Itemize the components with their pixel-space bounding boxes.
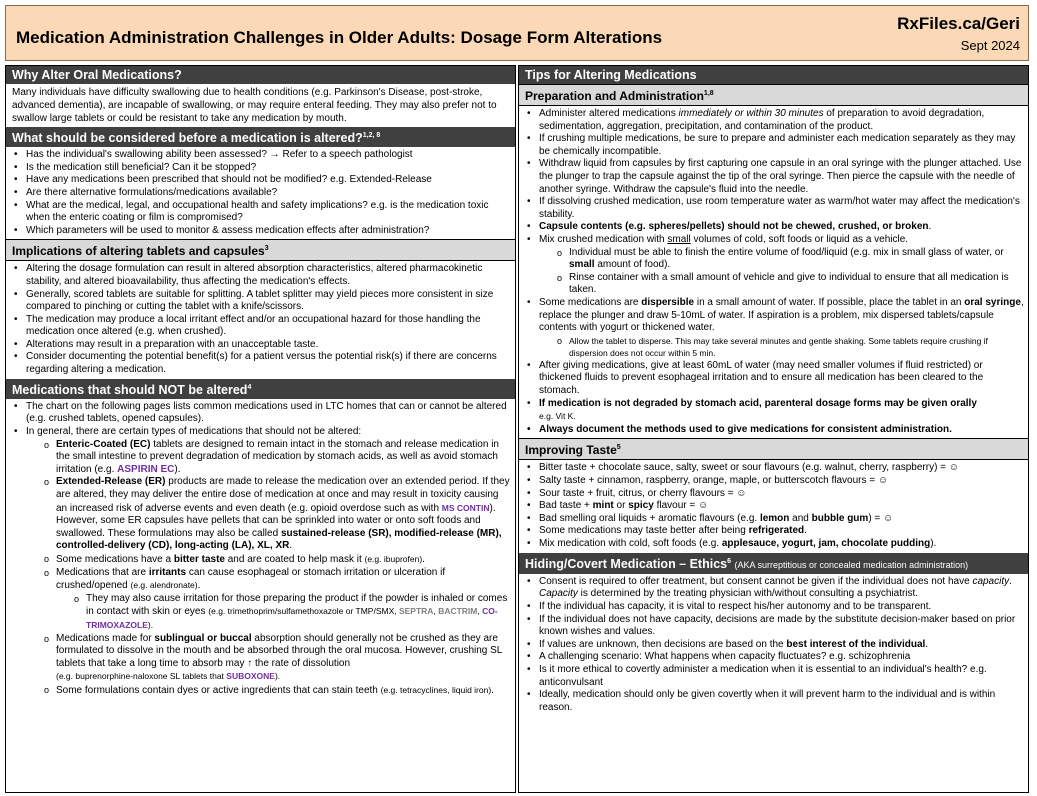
not-altered-list: [6, 399, 515, 700]
list-item: • Capsule contents (e.g. spheres/pellets) should not be chewed, crushed, or broken.: [525, 221, 1024, 234]
section-taste-title: Improving Taste$^5$: [519, 438, 1028, 460]
list-item: • After giving medications, give at least 60mL of water (may need smaller volumes if fluid restricted) or thickened fluids to prevent esophageal irritation and to ensure all medication has been cleared to the stomach.: [525, 360, 1024, 398]
list-item-dyes: o Some formulations contain dyes or active ingredients that can stain teeth (e.g. tetracyclines, liquid iron).: [42, 684, 511, 698]
list-item: o Individual must be able to finish the entire volume of food/liquid (e.g. mix in small glass of water, or small amount of food).: [555, 247, 1024, 272]
list-item: • Has the individual's swallowing ability been assessed? → Refer to a speech pathologist: [12, 149, 511, 162]
section-tips-title: Tips for Altering Medications: [519, 66, 1028, 84]
list-item: • If the individual does not have capacity, decisions are made by the substitute decision-maker based on prior known wishes and values.: [525, 614, 1024, 639]
list-item-preparer-irritation: o They may also cause irritation for those preparing the product if the powder is inhaled or comes in contact with skin or eyes (e.g. trimethoprim/sulfamethoxazole or TMP/SMX, SEPTRA, BACTRIM, CO-TRIMOXAZOLE).: [72, 593, 511, 633]
list-item: • Generally, scored tablets are suitable for splitting. A tablet splitter may yield pieces more consistent in size compared to pinching or cutting the tablet with a knife/scissors.: [12, 289, 511, 314]
section-why-text: Many individuals have difficulty swallowing due to health conditions (e.g. Parkinson's Disease, post-stroke, advanced dementia), are incapable of swallowing, or may require enteral feeding. They may also prefer not to swallow large tablets or could be resistant to take any medication by mouth.: [12, 87, 497, 124]
list-item: • Which parameters will be used to monitor & assess medication effects after administration?: [12, 225, 511, 238]
list-item-irritants: o Medications that are irritants can cause esophageal or stomach irritation or ulceration if crushed/opened (e.g. alendronate). o They may also cause irritation for those preparing the product if the powder is inhaled or comes in contact with skin or eyes (e.g. trimethoprim/sulfamethoxazole or TMP/SMX, SEPTRA, BACTRIM, CO-TRIMOXAZOLE).: [42, 567, 511, 633]
list-item: • The chart on the following pages lists common medications used in LTC homes that can or cannot be altered (e.g. crushed tablets, opened capsules).: [12, 401, 511, 426]
list-item-extended-release: o Extended-Release (ER) products are made to release the medication over an extended period. If they are altered, they may deliver the entire dose of medication at once and may result in toxicity causing an increased risk of adverse events and even death (e.g. opioid overdose such as with MS CONTIN). However, some ER capsules have pellets that can be sprinkled into water or onto soft foods and swallowed. These formulations may also be called sustained-release (SR), modified-release (MR), controlled-delivery (CD), long-acting (LA), XL, XR.: [42, 476, 511, 553]
consider-list: [6, 147, 515, 239]
list-item: • Some medications may taste better after being refrigerated.: [525, 525, 1024, 538]
list-item: • If the individual has capacity, it is vital to respect his/her autonomy and to be transparent.: [525, 601, 1024, 614]
list-item: • Mix medication with cold, soft foods (e.g. applesauce, yogurt, jam, chocolate pudding).: [525, 538, 1024, 551]
list-item: • In general, there are certain types of medications that should not be altered: o Enteric-Coated (EC) tablets are designed to remain intact in the stomach and release medication in the small intestine to prevent degradation of medication by stomach acids, as well as avoid stomach irritation (e.g. ASPIRIN EC). o Extended-Release (ER) products are made to release the medication over an extended period. If they are altered, they may deliver the entire dose of medication at once and may result in toxicity causing an increased risk of adverse events and even death (e.g. opioid overdose such as with MS CONTIN). However, some ER capsules have pellets that can be sprinkled into water or onto soft foods and swallowed. These formulations may also be called sustained-release (SR), modified-release (MR), controlled-delivery (CD), long-acting (LA), XL, XR. o Some medications have a bitter taste and are coated to help mask it (e.g. ibuprofen). o Medications that are irritants can cause esophageal or stomach irritation or ulceration if crushed/opened (e.g. alendronate). o They may also cause irritation for those preparing the product if the powder is inhaled or comes in contact with skin or eyes (e.g. trimethoprim/sulfamethoxazole or TMP/SMX, SEPTRA, BACTRIM, CO-TRIMOXAZOLE). o Medications made for sublingual or buccal absorption should generally not be crushed as they are formulated to dissolve in the mouth and be absorbed through the oral mucosa. However, crushing SL tablets that take a long time to absorb may ↑ the rate of dissolution (e.g. buprenorphine-naloxone SL tablets that SUBOXONE). o Some formulations contain dyes or active ingredients that can stain teeth (e.g. tetracyclines, liquid iron).: [12, 426, 511, 697]
list-item: • Bad taste + mint or spicy flavour = ☺: [525, 500, 1024, 513]
list-item: • Alterations may result in a preparation with an unacceptable taste.: [12, 339, 511, 352]
list-item: • Withdraw liquid from capsules by first capturing one capsule in an oral syringe with the plunger attached. Use the plunger to trap the capsule against the tip of the oral syringe. Then pierce the capsule with the needle of another syringe. Withdraw the capsule's fluid into the needle.: [525, 158, 1024, 196]
list-item: • The medication may produce a local irritant effect and/or an occupational hazard for those handling the medication once altered (e.g. when crushed).: [12, 314, 511, 339]
list-item: • If crushing multiple medications, be sure to prepare and administer each medication separately as they may be chemically incompatible.: [525, 133, 1024, 158]
header-banner: [5, 5, 1029, 61]
page-title: Medication Administration Challenges in Older Adults: Dosage Form Alterations: [16, 28, 663, 47]
list-item-sublingual: o Medications made for sublingual or buccal absorption should generally not be crushed as they are formulated to dissolve in the mouth and be absorbed through the oral mucosa. However, crushing SL tablets that take a long time to absorb may ↑ the rate of dissolution (e.g. buprenorphine-naloxone SL tablets that SUBOXONE).: [42, 633, 511, 684]
hiding-list: [519, 574, 1028, 717]
list-item: • A challenging scenario: What happens when capacity fluctuates? e.g. schizophrenia: [525, 651, 1024, 664]
list-item: • Bitter taste + chocolate sauce, salty, sweet or sour flavours (e.g. walnut, cherry, raspberry) = ☺: [525, 462, 1024, 475]
list-item: • Is it more ethical to covertly administer a medication when it is essential to an individual's health? e.g. anticonvulsant: [525, 664, 1024, 689]
list-item: • Bad smelling oral liquids + aromatic flavours (e.g. lemon and bubble gum) = ☺: [525, 513, 1024, 526]
list-item-enteric-coated: o Enteric-Coated (EC) tablets are designed to remain intact in the stomach and release medication in the small intestine to prevent degradation of medication by stomach acids, as well as avoid stomach irritation (e.g. ASPIRIN EC).: [42, 439, 511, 477]
list-item: • If values are unknown, then decisions are based on the best interest of the individual.: [525, 639, 1024, 652]
list-item: • What are the medical, legal, and occupational health and safety implications? e.g. is the medication toxic when the enteric coating or film is compromised?: [12, 200, 511, 225]
list-item: • Is the medication still beneficial? Can it be stopped?: [12, 162, 511, 175]
drug-ms-contin: MS CONTIN: [441, 502, 490, 513]
list-item-bitter-taste: o Some medications have a bitter taste and are coated to help mask it (e.g. ibuprofen).: [42, 553, 511, 567]
taste-list: [519, 460, 1028, 552]
list-item: • Ideally, medication should only be given covertly when it will prevent harm to the individual and is within reason.: [525, 689, 1024, 714]
section-not-altered-title: Medications that should NOT be altered$^4$: [6, 379, 515, 399]
list-item: • If medication is not degraded by stomach acid, parenteral dosage forms may be given orally e.g. Vit K.: [525, 398, 1024, 424]
list-item: • Sour taste + fruit, citrus, or cherry flavours = ☺: [525, 488, 1024, 501]
list-item: • Are there alternative formulations/medications available?: [12, 187, 511, 200]
right-column: [518, 65, 1029, 793]
publication-date: Sept 2024: [960, 38, 1020, 53]
not-altered-sublist: [26, 439, 511, 698]
list-item: • Some medications are dispersible in a small amount of water. If possible, place the tablet in an oral syringe, replace the plunger and draw 5-10mL of water. If aspiration is a problem, mix dispersed tablets/capsule contents with yogurt or thickened water. o Allow the tablet to disperse. This may take several minutes and gentle shaking. Some tablets require crushing if dispersion does not occur within 5 min.: [525, 297, 1024, 360]
list-item: • Consent is required to offer treatment, but consent cannot be given if the individual does not have capacity. Capacity is determined by the treating physician with/without consulting a psychiatrist.: [525, 576, 1024, 601]
list-item: • Salty taste + cinnamon, raspberry, orange, maple, or butterscotch flavours = ☺: [525, 475, 1024, 488]
list-item: • Altering the dosage formulation can result in altered absorption characteristics, altered pharmacokinetic stability, and altered bioavailability, thus affecting the medication's effects.: [12, 263, 511, 288]
implications-list: [6, 261, 515, 378]
list-item: • Consider documenting the potential benefit(s) for a patient versus the potential risk(s) if there are concerns regarding altering a medication.: [12, 351, 511, 376]
left-column: [5, 65, 516, 793]
list-item: • Always document the methods used to give medications for consistent administration.: [525, 424, 1024, 437]
section-prep-title: Preparation and Administration$^{1,8}$: [519, 84, 1028, 106]
list-item: • Mix crushed medication with small volumes of cold, soft foods or liquid as a vehicle. o Individual must be able to finish the entire volume of food/liquid (e.g. mix in small glass of water, or small amount of food). o Rinse container with a small amount of vehicle and give to individual to ensure that all medication is taken.: [525, 234, 1024, 297]
section-why-title: Why Alter Oral Medications?: [6, 66, 515, 84]
list-item: o Rinse container with a small amount of vehicle and give to individual to ensure that all medication is taken.: [555, 272, 1024, 297]
list-item: • Have any medications been prescribed that should not be modified? e.g. Extended-Release: [12, 174, 511, 187]
section-implications-title: Implications of altering tablets and capsules$^3$: [6, 239, 515, 261]
list-item: • Administer altered medications immediately or within 30 minutes of preparation to avoid degradation, sedimentation, aggregation, precipitation, and contamination of the product.: [525, 108, 1024, 133]
list-item: • If dissolving crushed medication, use room temperature water as warm/hot water may affect the medication's stability.: [525, 196, 1024, 221]
prep-list: [519, 106, 1028, 438]
section-hiding-title: Hiding/Covert Medication – Ethics$^6$ (AKA surreptitious or concealed medication administration): [519, 553, 1028, 574]
brand-link[interactable]: RxFiles.ca/Geri: [897, 14, 1020, 33]
list-item: o Allow the tablet to disperse. This may take several minutes and gentle shaking. Some tablets require crushing if dispersion does not occur within 5 min.: [555, 335, 1024, 360]
drug-aspirin-ec: ASPIRIN EC: [117, 463, 175, 475]
section-consider-title: What should be considered before a medication is altered?$^{1,2, 8}$: [6, 127, 515, 147]
